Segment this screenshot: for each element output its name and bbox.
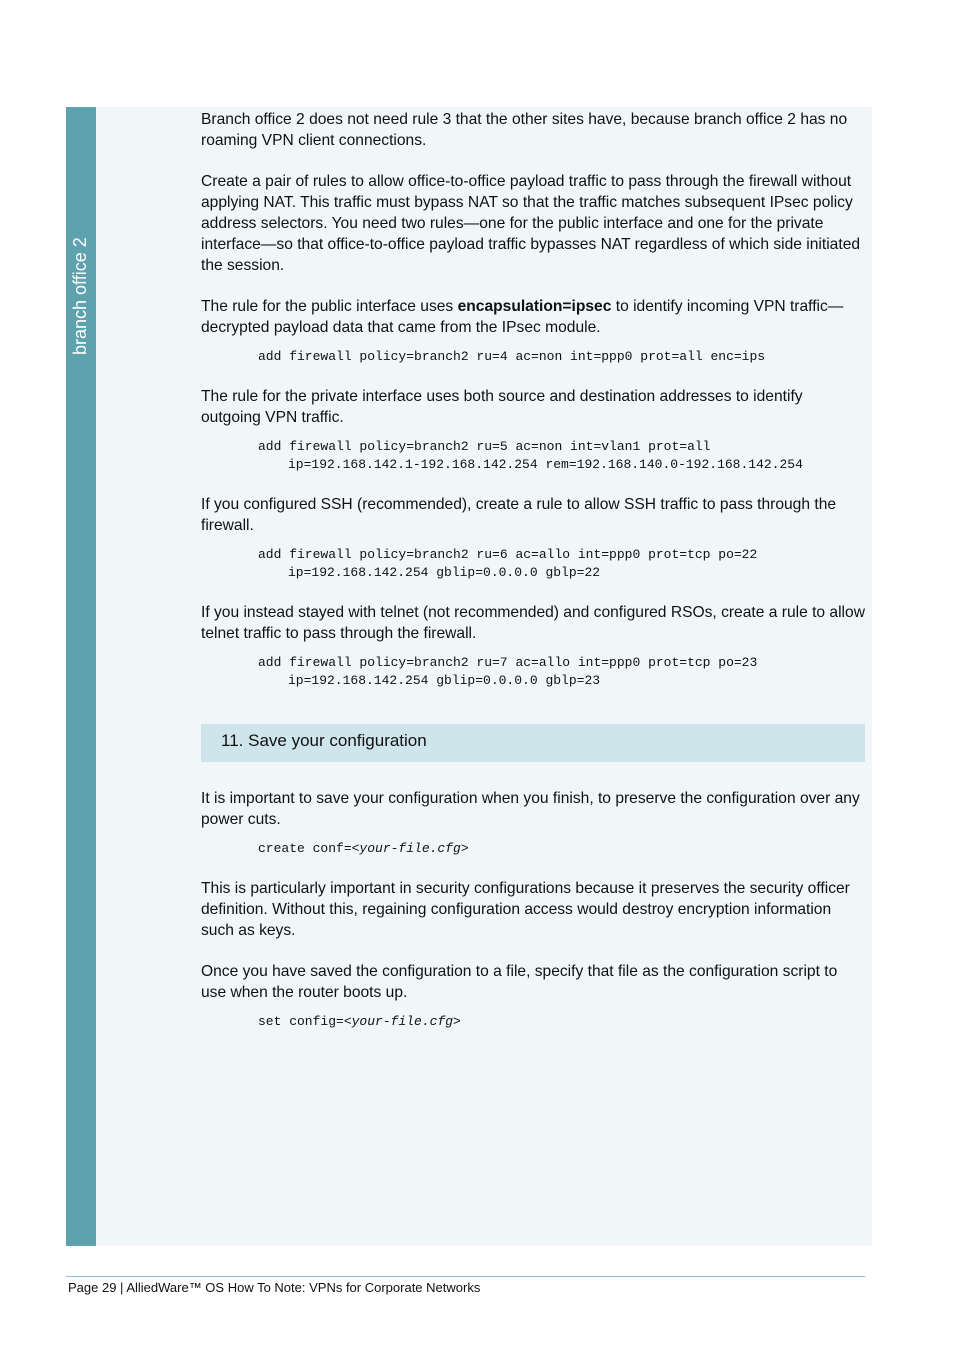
code-block xyxy=(258,438,865,474)
main-content xyxy=(201,109,865,1051)
code-line: ip=192.168.142.254 gblip=0.0.0.0 gblp=23 xyxy=(288,673,601,688)
sidebar-band xyxy=(66,107,96,1246)
code-block xyxy=(258,348,865,366)
code-line: add firewall policy=branch2 ru=4 ac=non int=ppp0 prot=all enc=ips xyxy=(258,349,766,364)
code-line: add firewall policy=branch2 ru=6 ac=allo int=ppp0 prot=tcp po=22 xyxy=(258,547,758,562)
paragraph: Create a pair of rules to allow office-to-office payload traffic to pass through the firewall without applying NAT. This traffic must bypass NAT so that the traffic matches subsequent IPsec policy address selectors. You need two rules—one for the public interface and one for the private interface—so that office-to-office payload traffic bypasses NAT regardless of which side initiated the session. xyxy=(201,173,861,274)
section-heading xyxy=(201,724,865,762)
sidebar-label: branch office 2 xyxy=(70,237,90,355)
page-footer: Page 29 | AlliedWare™ OS How To Note: VPNs for Corporate Networks xyxy=(68,1280,481,1295)
paragraph: The rule for the private interface uses both source and destination addresses to identify outgoing VPN traffic. xyxy=(201,388,803,426)
text-run: to identify incoming VPN traffic—decrypted payload data that came from the IPsec module. xyxy=(201,298,844,336)
code-text: > xyxy=(460,841,469,856)
code-variable: your-file.cfg xyxy=(359,841,461,856)
paragraph: If you configured SSH (recommended), create a rule to allow SSH traffic to pass through the firewall. xyxy=(201,496,837,534)
code-line: add firewall policy=branch2 ru=7 ac=allo int=ppp0 prot=tcp po=23 xyxy=(258,655,758,670)
text-run: The rule for the public interface uses xyxy=(201,298,458,315)
code-block xyxy=(258,840,865,858)
section-title: Save your configuration xyxy=(248,731,427,750)
code-line: ip=192.168.142.254 gblip=0.0.0.0 gblp=22 xyxy=(288,565,601,580)
code-line: ip=192.168.142.1-192.168.142.254 rem=192.168.140.0-192.168.142.254 xyxy=(288,457,803,472)
code-block xyxy=(258,1013,865,1031)
code-text: create conf=< xyxy=(258,841,360,856)
paragraph xyxy=(201,296,865,338)
bold-term: encapsulation=ipsec xyxy=(457,298,612,315)
code-block xyxy=(258,546,865,582)
section-number: 11. xyxy=(221,731,244,750)
code-variable: your-file.cfg xyxy=(351,1014,454,1029)
paragraph: This is particularly important in security configurations because it preserves the security officer definition. Without this, regaining configuration access would destroy encryption information such as keys. xyxy=(201,880,850,939)
paragraph: If you instead stayed with telnet (not recommended) and configured RSOs, create a rule to allow telnet traffic to pass through the firewall. xyxy=(201,604,865,642)
code-text: set config=< xyxy=(258,1014,352,1029)
paragraph: Branch office 2 does not need rule 3 that the other sites have, because branch office 2 has no roaming VPN client connections. xyxy=(201,111,848,149)
footer-divider xyxy=(66,1276,865,1277)
paragraph: It is important to save your configuration when you finish, to preserve the configuration over any power cuts. xyxy=(201,790,860,828)
code-line: add firewall policy=branch2 ru=5 ac=non int=vlan1 prot=all xyxy=(258,439,711,454)
code-text: > xyxy=(453,1014,461,1029)
paragraph: Once you have saved the configuration to a file, specify that file as the configuration script to use when the router boots up. xyxy=(201,963,838,1001)
code-block xyxy=(258,654,865,690)
